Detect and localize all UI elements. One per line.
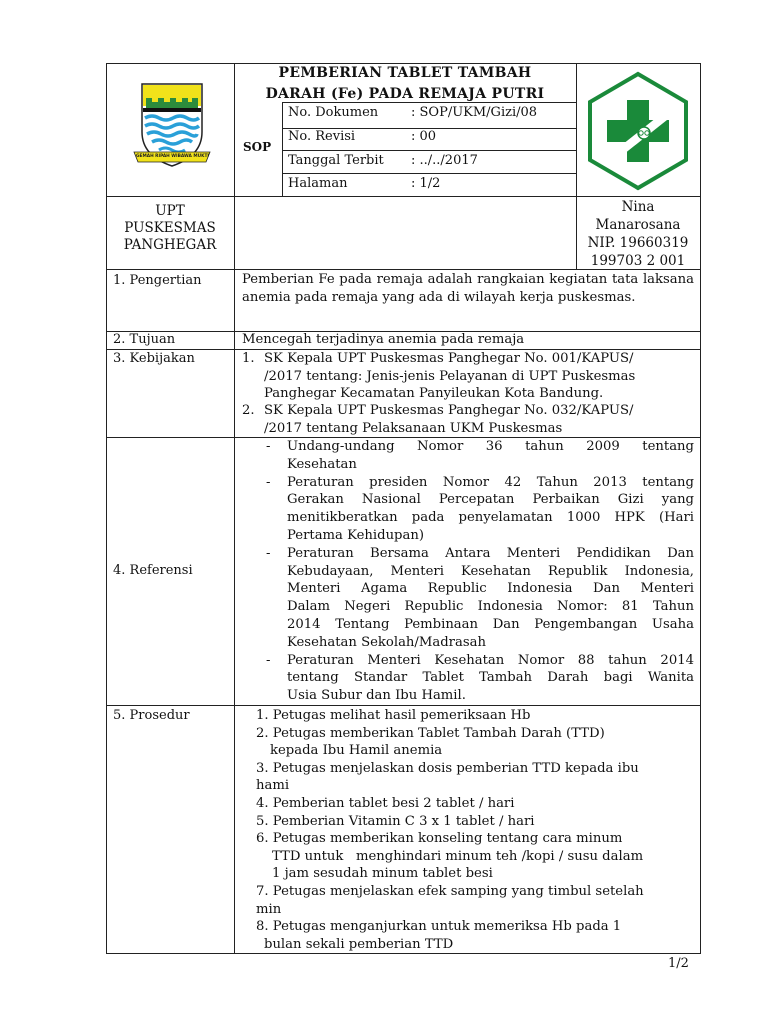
prosedur-item-line: kepada Ibu Hamil anemia bbox=[270, 743, 443, 759]
section-label-kebijakan: 3. Kebijakan bbox=[113, 351, 195, 366]
kebijakan-list bbox=[242, 350, 694, 437]
meta-key-revision: No. Revisi bbox=[288, 129, 356, 144]
referensi-line: tentang Standar Tablet Tambah Darah bagi Wanita bbox=[287, 670, 694, 686]
page-number: 1/2 bbox=[668, 956, 689, 971]
signer-block bbox=[576, 198, 700, 270]
referensi-line: Menteri Agama Republic Indonesia Dan Menteri bbox=[287, 581, 694, 597]
signer-nip-line-1: NIP. 19660319 bbox=[587, 235, 689, 251]
referensi-line: Peraturan presiden Nomor 42 Tahun 2013 tentang bbox=[287, 474, 694, 490]
kebijakan-item-line: /2017 tentang: Jenis-jenis Pelayanan di UPT Puskesmas bbox=[264, 368, 636, 384]
prosedur-item-line: min bbox=[256, 901, 282, 917]
kebijakan-item-line: Panghegar Kecamatan Panyileukan Kota Bandung. bbox=[264, 386, 604, 401]
referensi-line: Kesehatan Sekolah/Madrasah bbox=[287, 634, 486, 650]
prosedur-item-number: 4. bbox=[256, 795, 269, 811]
prosedur-item-number: 3. bbox=[256, 760, 269, 776]
grid-line bbox=[106, 196, 700, 197]
signer-name-line-2: Manarosana bbox=[595, 217, 681, 233]
document-title bbox=[234, 63, 576, 105]
kebijakan-item-number: 1. bbox=[242, 351, 255, 366]
kebijakan-item-line: SK Kepala UPT Puskesmas Panghegar No. 001/KAPUS/ bbox=[264, 351, 634, 366]
section-label-pengertian: 1. Pengertian bbox=[113, 273, 202, 288]
prosedur-item-number: 5. bbox=[256, 813, 269, 829]
referensi-line: menitikberatkan pada penyelamatan 1000 HPK (Hari bbox=[287, 510, 694, 526]
referensi-bullet: - bbox=[266, 474, 271, 490]
section-label-tujuan: 2. Tujuan bbox=[113, 332, 176, 347]
meta-value-issue-date: : ../../2017 bbox=[411, 153, 478, 168]
grid-line bbox=[106, 63, 107, 954]
prosedur-item bbox=[256, 795, 696, 813]
meta-value-revision: : 00 bbox=[411, 129, 437, 144]
prosedur-item bbox=[256, 918, 696, 953]
grid-line bbox=[282, 150, 576, 151]
prosedur-item bbox=[256, 813, 696, 831]
kebijakan-item bbox=[242, 402, 694, 437]
prosedur-item bbox=[256, 707, 696, 725]
prosedur-item-number: 1. bbox=[256, 708, 269, 723]
meta-value-page: : 1/2 bbox=[411, 176, 441, 191]
prosedur-item-line: TTD untuk menghindari minum teh /kopi / susu dalam bbox=[272, 848, 644, 864]
referensi-line: Pertama Kehidupan) bbox=[287, 527, 424, 543]
section-label-referensi: 4. Referensi bbox=[113, 563, 193, 578]
sop-label: SOP bbox=[243, 140, 272, 154]
referensi-list bbox=[266, 438, 694, 705]
prosedur-list bbox=[256, 707, 696, 953]
meta-key-doc-number: No. Dokumen bbox=[288, 105, 379, 120]
meta-value-doc-number: : SOP/UKM/Gizi/08 bbox=[411, 105, 538, 120]
prosedur-item-number: 7. bbox=[256, 883, 269, 899]
referensi-bullet: - bbox=[266, 439, 271, 454]
referensi-item bbox=[266, 438, 694, 474]
referensi-line: Usia Subur dan Ibu Hamil. bbox=[287, 688, 466, 704]
referensi-line: Kesehatan bbox=[287, 456, 357, 472]
grid-line bbox=[234, 63, 235, 954]
referensi-bullet: - bbox=[266, 545, 271, 561]
title-line-1: PEMBERIAN TABLET TAMBAH bbox=[278, 65, 532, 81]
prosedur-item-line: Petugas menganjurkan untuk memeriksa Hb pada 1 bbox=[272, 919, 622, 935]
referensi-bullet: - bbox=[266, 652, 271, 668]
section-label-prosedur: 5. Prosedur bbox=[113, 708, 190, 723]
prosedur-item-number: 2. bbox=[256, 725, 269, 741]
referensi-item bbox=[266, 474, 694, 545]
kebijakan-item bbox=[242, 350, 694, 402]
prosedur-item-line: Pemberian tablet besi 2 tablet / hari bbox=[272, 795, 515, 811]
prosedur-item-line: Petugas memberikan Tablet Tambah Darah (TTD) bbox=[272, 725, 605, 741]
prosedur-item-line: Petugas menjelaskan efek samping yang timbul setelah bbox=[272, 883, 644, 899]
prosedur-item bbox=[256, 760, 696, 795]
kebijakan-item-line: /2017 tentang Pelaksanaan UKM Puskesmas bbox=[264, 420, 563, 436]
unit-line-2: PUSKESMAS bbox=[124, 220, 216, 236]
referensi-line: Gerakan Nasional Percepatan Perbaikan Gizi yang bbox=[287, 492, 694, 508]
prosedur-item-line: Petugas menjelaskan dosis pemberian TTD kepada ibu bbox=[272, 760, 639, 776]
referensi-line: Undang-undang Nomor 36 tahun 2009 tentang bbox=[287, 439, 694, 454]
referensi-line: Peraturan Menteri Kesehatan Nomor 88 tahun 2014 bbox=[287, 652, 694, 668]
prosedur-item-number: 6. bbox=[256, 831, 269, 847]
tujuan-text: Mencegah terjadinya anemia pada remaja bbox=[242, 332, 525, 347]
puskesmas-logo bbox=[583, 70, 693, 192]
referensi-line: 2014 Tentang Pembinaan Dan Pengembangan Usaha bbox=[287, 616, 694, 632]
pengertian-text: Pemberian Fe pada remaja adalah rangkaian kegiatan tata laksana anemia pada remaja yang ada di wilayah kerja puskesmas. bbox=[242, 272, 694, 305]
referensi-item bbox=[266, 652, 694, 705]
referensi-line: Peraturan Bersama Antara Menteri Pendidikan Dan bbox=[287, 545, 694, 561]
referensi-line: Dalam Negeri Republic Indonesia Nomor: 81 Tahun bbox=[287, 599, 694, 615]
prosedur-item-line: hami bbox=[256, 778, 290, 794]
grid-line bbox=[282, 173, 576, 174]
referensi-line: Kebudayaan, Menteri Kesehatan Republik Indonesia, bbox=[287, 563, 694, 579]
signer-nip-line-2: 199703 2 001 bbox=[590, 253, 686, 269]
city-emblem-logo bbox=[132, 74, 212, 174]
meta-key-issue-date: Tanggal Terbit bbox=[288, 153, 384, 168]
referensi-item bbox=[266, 545, 694, 652]
prosedur-item bbox=[256, 883, 696, 918]
grid-line bbox=[700, 63, 701, 954]
unit-line-3: PANGHEGAR bbox=[123, 237, 217, 253]
unit-line-1: UPT bbox=[155, 203, 185, 219]
prosedur-item-line: Pemberian Vitamin C 3 x 1 tablet / hari bbox=[272, 813, 535, 829]
kebijakan-item-number: 2. bbox=[242, 403, 255, 418]
grid-line bbox=[282, 102, 283, 196]
prosedur-item-line: Petugas memberikan konseling tentang cara minum bbox=[272, 831, 623, 847]
kebijakan-item-line: SK Kepala UPT Puskesmas Panghegar No. 032/KAPUS/ bbox=[264, 403, 634, 418]
title-line-2: DARAH (Fe) PADA REMAJA PUTRI bbox=[265, 86, 545, 102]
prosedur-item bbox=[256, 830, 696, 883]
unit-name bbox=[106, 203, 234, 254]
prosedur-item bbox=[256, 725, 696, 760]
logo-ribbon-text: GEMAH RIPAH WIBAWA MUKTI bbox=[136, 154, 209, 159]
prosedur-item-line: 1 jam sesudah minum tablet besi bbox=[272, 866, 493, 882]
prosedur-item-line: bulan sekali pemberian TTD bbox=[264, 936, 454, 952]
prosedur-item-line: Petugas melihat hasil pemeriksaan Hb bbox=[272, 708, 531, 723]
meta-key-page: Halaman bbox=[288, 176, 348, 191]
grid-line bbox=[106, 705, 700, 706]
signer-name-line-1: Nina bbox=[621, 199, 655, 215]
prosedur-item-number: 8. bbox=[256, 919, 269, 935]
